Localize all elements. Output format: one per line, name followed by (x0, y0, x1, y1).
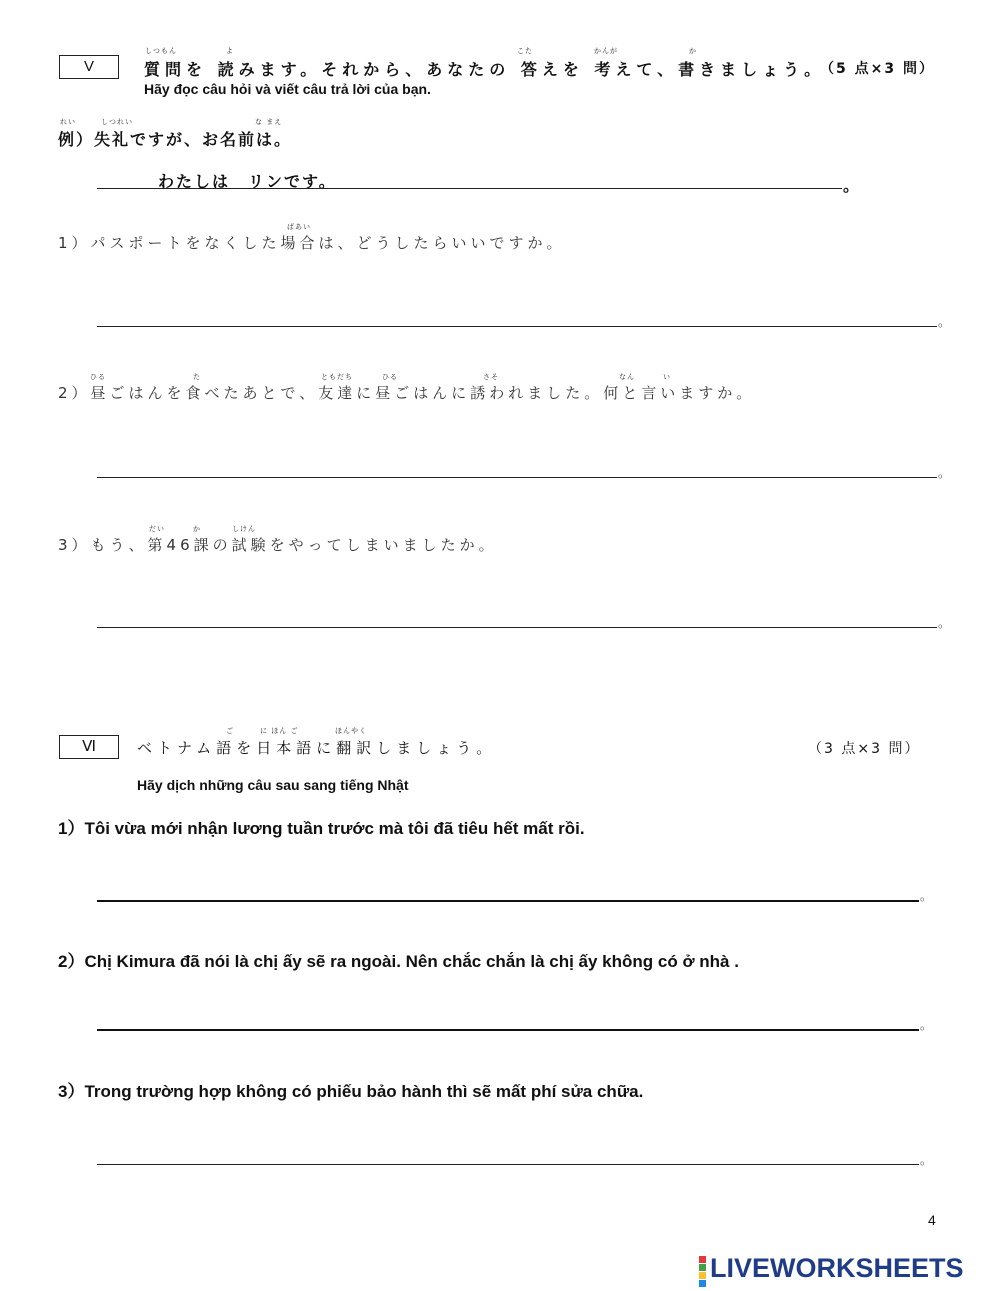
section-5-score: （5 点×3 問） (820, 61, 935, 77)
section-5-question-2: 2）昼ごはんを食べたあとで、友達に昼ごはんに誘われました。何と言いますか。 (58, 384, 756, 402)
furigana-i: い (663, 373, 671, 381)
section-6-end-mark-1: 。 (920, 889, 933, 903)
logo-tile-blue (699, 1280, 706, 1287)
section-5-question-3: 3）もう、第46課の試験をやってしまいましたか。 (58, 536, 498, 554)
section-6-end-mark-2: 。 (920, 1018, 933, 1032)
section-6-instruction-vn: Hãy dịch những câu sau sang tiếng Nhật (137, 777, 409, 793)
furigana-nihongo: に ほん ご (260, 727, 299, 735)
section-6-answer-line-1[interactable] (97, 900, 919, 902)
section-5-instruction-jp: 質問を 読みます。それから、あなたの 答えを 考えて、書きましょう。 (144, 60, 826, 79)
section-6-answer-line-3[interactable] (97, 1164, 919, 1165)
section-5-answer-line-3[interactable] (97, 627, 937, 628)
section-5-number-box: V (59, 55, 119, 79)
section-5-instruction-vn: Hãy đọc câu hỏi và viết câu trả lời của bạn. (144, 81, 431, 97)
furigana-go: ご (226, 727, 234, 735)
furigana-shitsumon: しつもん (145, 47, 177, 55)
logo-tile-green (699, 1264, 706, 1271)
furigana-shitsurei: しつれい (101, 118, 133, 126)
furigana-kanga: かんが (594, 47, 618, 55)
section-6-instruction-jp: ベトナム語を日本語に翻訳しましょう。 (137, 739, 497, 757)
page-number: 4 (928, 1212, 936, 1228)
liveworksheets-logo-icon (699, 1256, 706, 1288)
section-5-question-1: 1）パスポートをなくした場合は、どうしたらいいですか。 (58, 234, 566, 252)
furigana-hiru-1: ひる (90, 373, 106, 381)
example-answer: わたしは リンです。 (158, 172, 337, 191)
section-6-number-box: Ⅵ (59, 735, 119, 759)
example-answer-line (97, 188, 842, 189)
furigana-honyaku: ほんやく (335, 727, 367, 735)
furigana-rei: れい (60, 118, 76, 126)
logo-tile-yellow (699, 1272, 706, 1279)
furigana-hiru-2: ひる (382, 373, 398, 381)
section-5-answer-line-1[interactable] (97, 326, 937, 327)
furigana-ka-3: か (193, 525, 201, 533)
section-5-end-mark-3: 。 (938, 616, 951, 630)
section-6-score: （3 点×3 問） (808, 741, 921, 757)
example-question: 例）失礼ですが、お名前は。 (58, 130, 293, 149)
furigana-dai: だい (149, 525, 165, 533)
furigana-namae: な まえ (255, 118, 283, 126)
section-6-question-3: 3）Trong trường hợp không có phiếu bảo hành thì sẽ mất phí sửa chữa. (58, 1082, 644, 1101)
section-6-end-mark-3: 。 (920, 1153, 933, 1167)
section-5-end-mark-2: 。 (938, 466, 951, 480)
furigana-saso: さそ (483, 373, 499, 381)
section-6-question-1: 1）Tôi vừa mới nhận lương tuần trước mà tôi đã tiêu hết mất rồi. (58, 819, 585, 838)
furigana-tomodachi: ともだち (321, 373, 353, 381)
logo-tile-red (699, 1256, 706, 1263)
section-5-answer-line-2[interactable] (97, 477, 937, 478)
section-5-end-mark-1: 。 (938, 315, 951, 329)
furigana-shiken: しけん (232, 525, 256, 533)
liveworksheets-logo-text[interactable]: LIVEWORKSHEETS (710, 1253, 964, 1283)
furigana-baai: ばあい (287, 223, 311, 231)
furigana-ta: た (193, 373, 201, 381)
furigana-ka: か (689, 47, 697, 55)
furigana-nan: なん (619, 373, 635, 381)
section-6-question-2: 2）Chị Kimura đã nói là chị ấy sẽ ra ngoài. Nên chắc chắn là chị ấy không có ở nhà . (58, 952, 739, 971)
example-end-mark: 。 (843, 176, 860, 195)
section-6-answer-line-2[interactable] (97, 1029, 919, 1031)
furigana-yo: よ (226, 47, 234, 55)
furigana-kota: こた (517, 47, 533, 55)
